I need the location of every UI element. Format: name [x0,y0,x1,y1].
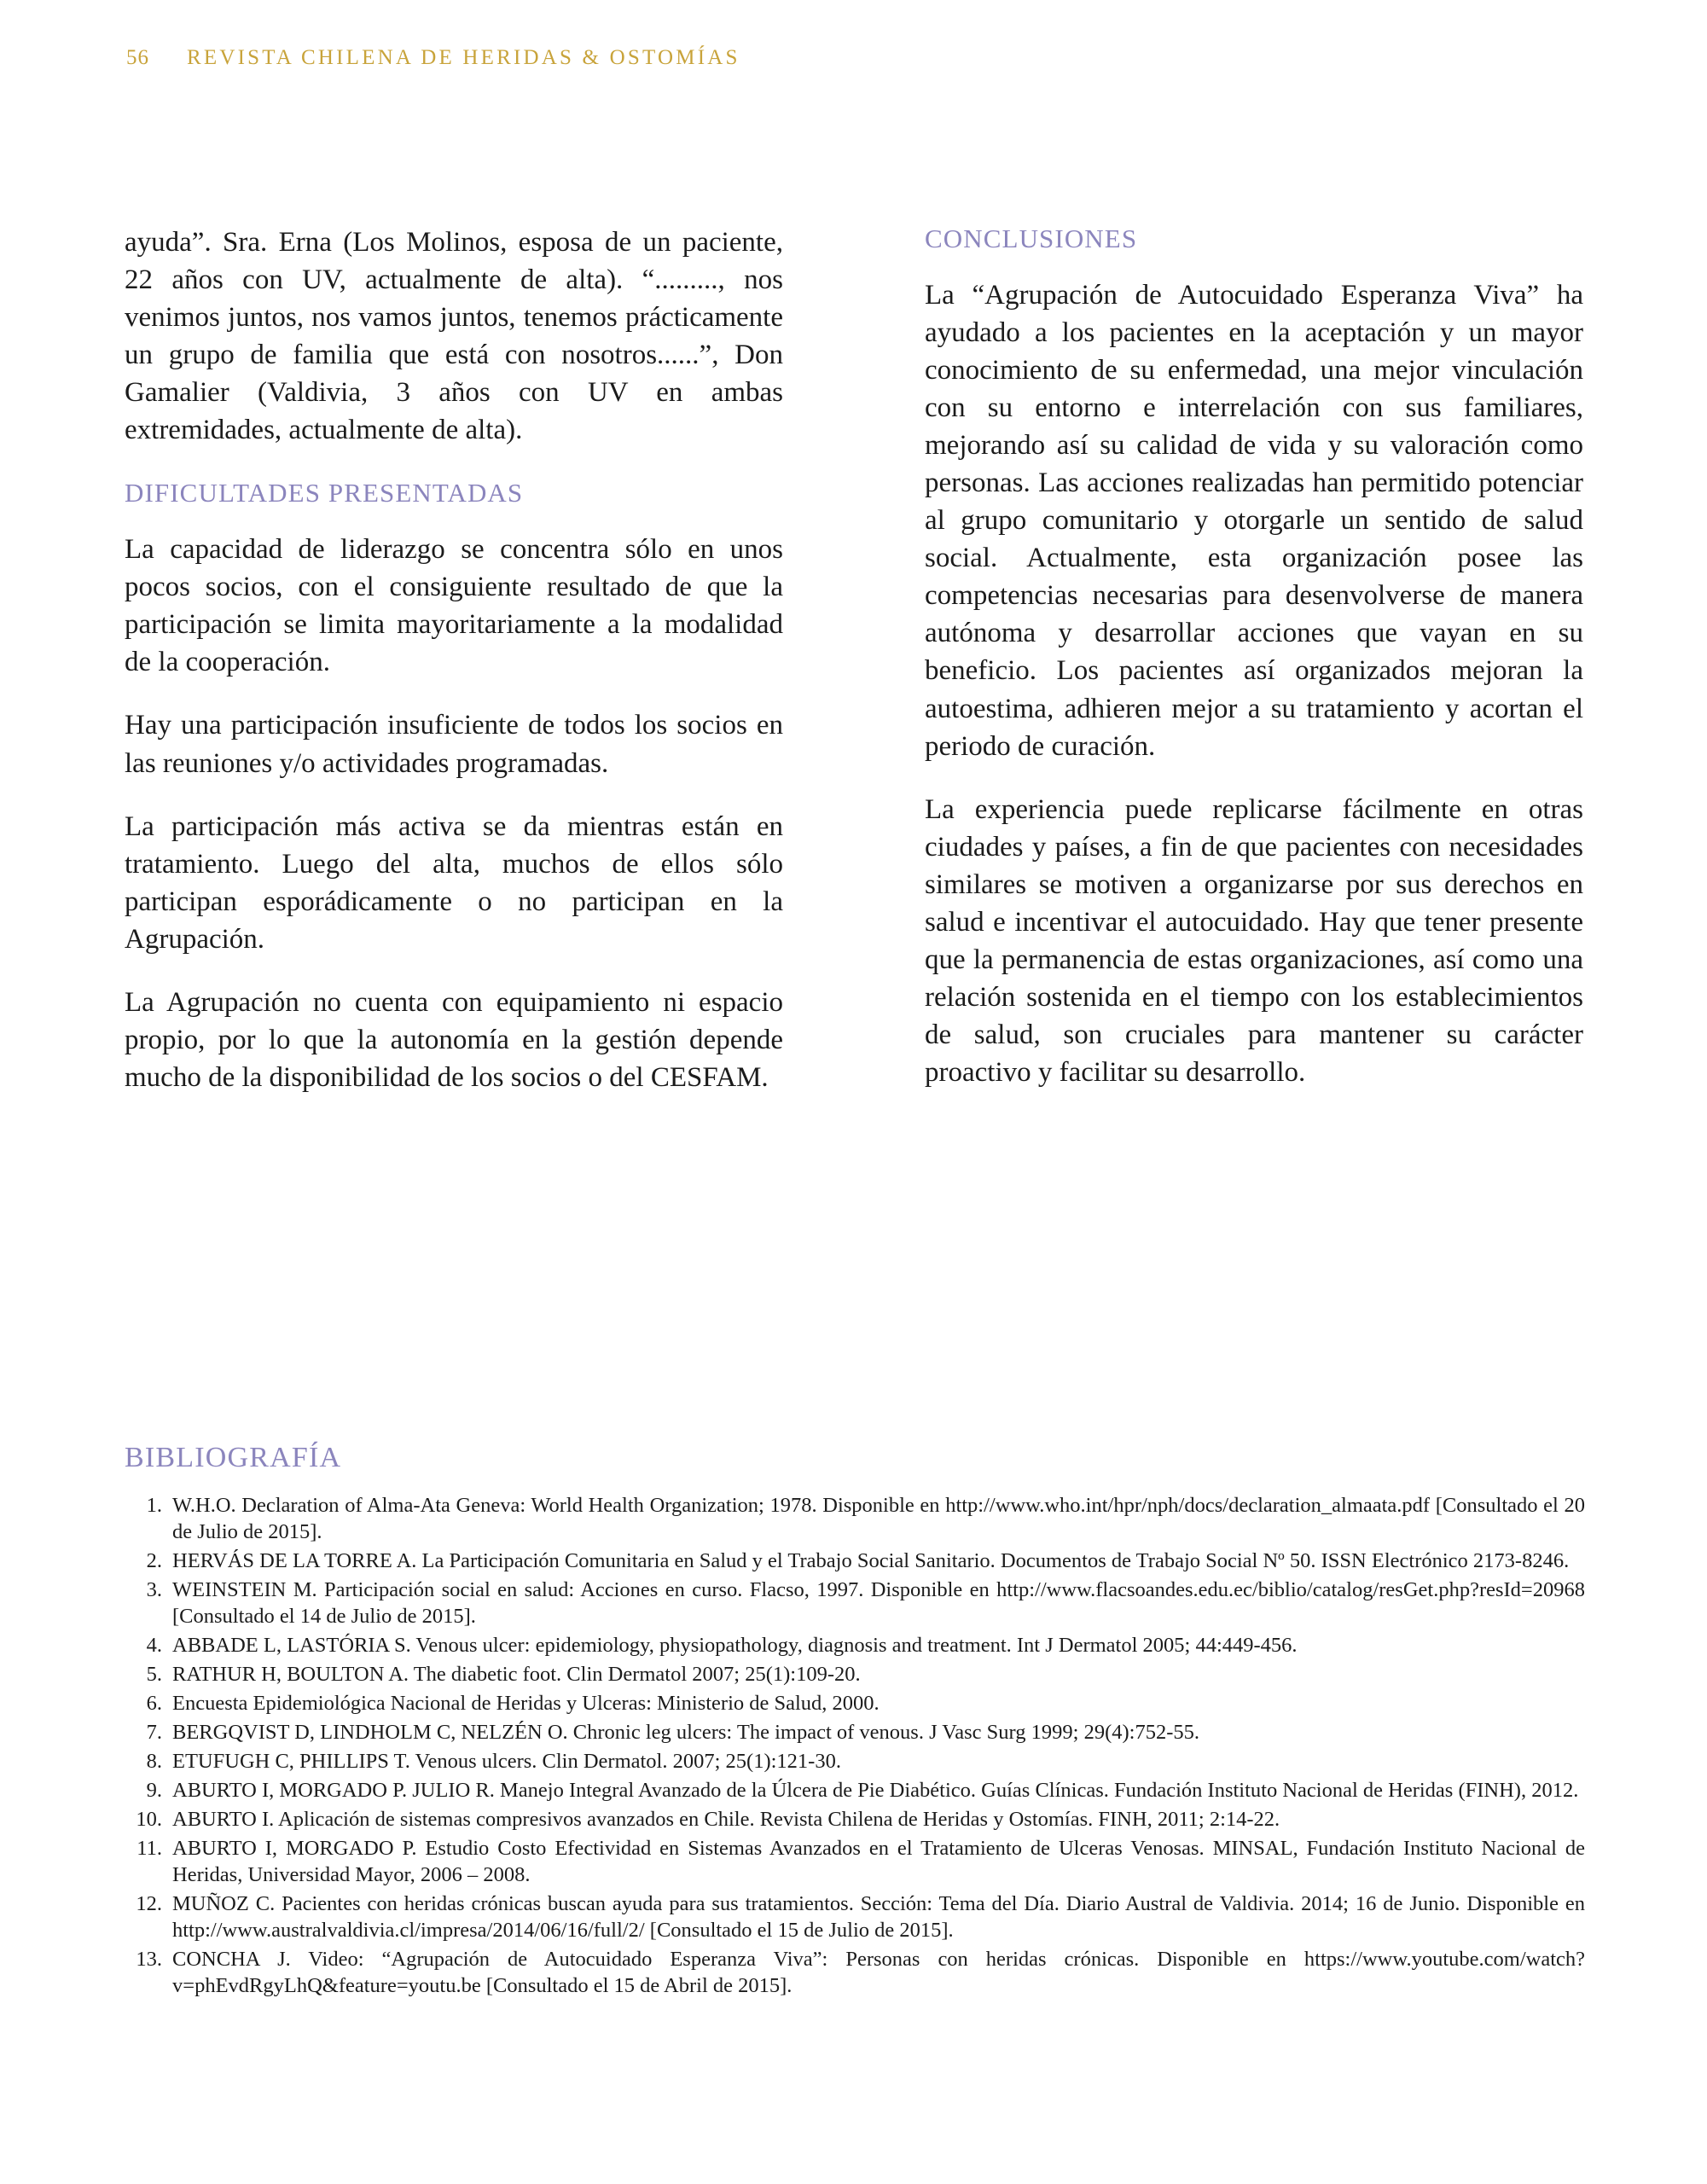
reference-item [125,1577,1585,1630]
reference-item [125,1836,1585,1889]
reference-text: MUÑOZ C. Pacientes con heridas crónicas buscan ayuda para sus tratamientos. Sección: Tema del Día. Diario Austral de Valdivia. 2014; 16 de Junio. Disponible en http://www.australvaldivia.cl/impresa/2014/06/16/full/2/ [Consultado el 15 de Julio de 2015]. [172,1891,1585,1942]
reference-number: 10. [136,1807,162,1831]
reference-text: W.H.O. Declaration of Alma-Ata Geneva: World Health Organization; 1978. Disponible en http://www.who.int/hpr/nph/docs/declaration_almaata.pdf [Consultado el 20 de Julio de 2015]. [172,1494,1585,1543]
section-heading-conclusiones: CONCLUSIONES [925,224,1138,253]
reference-text: Encuesta Epidemiológica Nacional de Heridas y Ulceras: Ministerio de Salud, 2000. [172,1691,880,1715]
left-column [125,224,783,1096]
reference-number: 5. [146,1662,162,1686]
reference-number: 6. [146,1691,162,1715]
reference-text: CONCHA J. Video: “Agrupación de Autocuidado Esperanza Viva”: Personas con heridas crónicas. Disponible en https://www.youtube.com/watch?v=phEvdRgyLhQ&feature=youtu.be [Consultado el 15 de Abril de 2015]. [172,1947,1585,1997]
reference-item [125,1691,1585,1717]
reference-text: ABURTO I, MORGADO P. JULIO R. Manejo Integral Avanzado de la Úlcera de Pie Diabético. Guías Clínicas. Fundación Instituto Nacional de Heridas (FINH), 2012. [172,1778,1579,1802]
paragraph: Hay una participación insuficiente de todos los socios en las reuniones y/o actividades programadas. [125,710,783,779]
reference-number: 2. [146,1548,162,1572]
running-head [126,46,1576,70]
paragraph: La experiencia puede replicarse fácilmente en otras ciudades y países, a fin de que pacientes con necesidades similares se motiven a organizarse por sus derechos en salud e incentivar el autocuidado. Hay que tener presente que la permanencia de estas organizaciones, así como una relación sostenida en el tiempo con los establecimientos de salud, son cruciales para mantener su carácter proactivo y facilitar su desarrollo. [925,793,1583,1088]
reference-text: BERGQVIST D, LINDHOLM C, NELZÉN O. Chronic leg ulcers: The impact of venous. J Vasc Surg 1999; 29(4):752-55. [172,1720,1199,1744]
reference-item [125,1807,1585,1833]
reference-text: WEINSTEIN M. Participación social en salud: Acciones en curso. Flacso, 1997. Disponible en http://www.flacsoandes.edu.ec/biblio/catalog/resGet.php?resId=20968 [Consultado el 14 de Julio de 2015]. [172,1577,1585,1628]
reference-number: 13. [136,1947,162,1971]
reference-number: 9. [146,1778,162,1802]
paragraph: La participación más activa se da mientras están en tratamiento. Luego del alta, muchos de ellos sólo participan esporádicamente o no participan en la Agrupación. [125,810,783,955]
reference-item [125,1493,1585,1546]
bibliography-heading: BIBLIOGRAFÍA [125,1442,342,1473]
reference-text: RATHUR H, BOULTON A. The diabetic foot. Clin Dermatol 2007; 25(1):109-20. [172,1662,861,1686]
reference-number: 1. [146,1494,162,1517]
reference-item [125,1947,1585,2000]
reference-item [125,1778,1585,1804]
reference-item [125,1548,1585,1575]
reference-text: ABBADE L, LASTÓRIA S. Venous ulcer: epidemiology, physiopathology, diagnosis and treatment. Int J Dermatol 2005; 44:449-456. [172,1633,1298,1657]
reference-item [125,1749,1585,1775]
section-heading-dificultades: DIFICULTADES PRESENTADAS [125,478,524,508]
reference-text: ABURTO I, MORGADO P. Estudio Costo Efectividad en Sistemas Avanzados en el Tratamiento de Ulceras Venosas. MINSAL, Fundación Instituto Nacional de Heridas, Universidad Mayor, 2006 – 2008. [172,1836,1585,1886]
reference-number: 12. [136,1891,162,1915]
paragraph: La “Agrupación de Autocuidado Esperanza Viva” ha ayudado a los pacientes en la aceptación y un mayor conocimiento de su enfermedad, una mejor vinculación con su entorno e interrelación con sus familiares, mejorando así su calidad de vida y su valoración como personas. Las acciones realizadas han permitido potenciar al grupo comunitario y otorgarle un sentido de salud social. Actualmente, esta organización posee las competencias necesarias para desenvolverse de manera autónoma y desarrollar acciones que vayan en su beneficio. Los pacientes así organizados mejoran la autoestima, adhieren mejor a su tratamiento y acortan el periodo de curación. [925,280,1583,762]
paragraph: ayuda”. Sra. Erna (Los Molinos, esposa de un paciente, 22 años con UV, actualmente de alta). “........., nos venimos juntos, nos vamos juntos, tenemos prácticamente un grupo de familia que está con nosotros......”, Don Gamalier (Valdivia, 3 años con UV en ambas extremidades, actualmente de alta). [125,227,783,446]
reference-text: ABURTO I. Aplicación de sistemas compresivos avanzados en Chile. Revista Chilena de Heridas y Ostomías. FINH, 2011; 2:14-22. [172,1807,1280,1831]
reference-text: HERVÁS DE LA TORRE A. La Participación Comunitaria en Salud y el Trabajo Social Sanitario. Documentos de Trabajo Social Nº 50. ISSN Electrónico 2173-8246. [172,1548,1570,1572]
page-number: 56 [126,46,149,69]
reference-item [125,1662,1585,1688]
reference-item [125,1720,1585,1746]
reference-number: 11. [136,1836,162,1860]
reference-item [125,1633,1585,1659]
reference-number: 4. [146,1633,162,1657]
reference-number: 8. [146,1749,162,1773]
paragraph: La Agrupación no cuenta con equipamiento ni espacio propio, por lo que la autonomía en la gestión depende mucho de la disponibilidad de los socios o del CESFAM. [125,986,783,1093]
reference-item [125,1891,1585,1944]
body-columns [125,224,1583,1096]
reference-number: 7. [146,1720,162,1744]
paragraph: La capacidad de liderazgo se concentra sólo en unos pocos socios, con el consiguiente resultado de que la participación se limita mayoritariamente a la modalidad de la cooperación. [125,534,783,678]
reference-number: 3. [146,1577,162,1601]
reference-text: ETUFUGH C, PHILLIPS T. Venous ulcers. Clin Dermatol. 2007; 25(1):121-30. [172,1749,841,1773]
journal-title: REVISTA CHILENA DE HERIDAS & OSTOMÍAS [187,46,740,69]
reference-list [125,1493,1585,2000]
right-column [925,224,1583,1096]
bibliography-section [125,1442,1585,2002]
